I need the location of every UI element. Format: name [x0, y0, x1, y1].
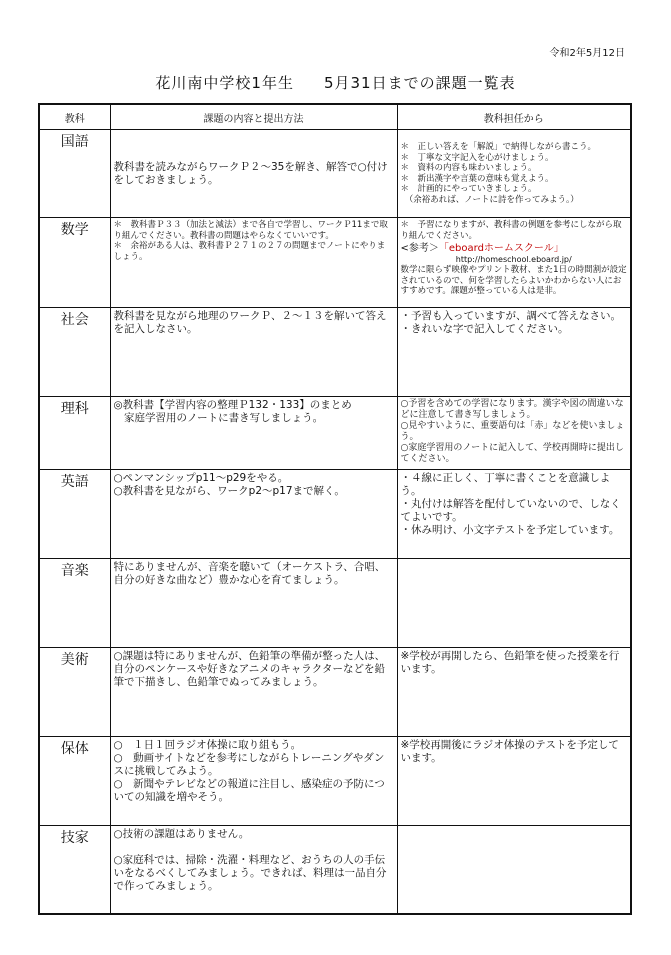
title-subtitle: 5月31日までの課題一覧表	[323, 74, 516, 92]
subject-cell: 保体	[39, 737, 110, 826]
subject-cell: 国語	[39, 130, 110, 218]
task-line: ○課題は特にありませんが、色鉛筆の準備が整った人は、自分のペンケースや好きなアニメのキャラクターなどを鉛筆で下描きし、色鉛筆でぬってみましょう。	[113, 650, 386, 688]
teacher-line: ＊ 資料の内容も味わいましょう。	[400, 163, 537, 173]
teacher-cell	[397, 218, 631, 308]
reference-prefix: <参考＞	[400, 243, 439, 254]
teacher-cell	[397, 130, 631, 218]
header-row	[39, 104, 631, 130]
task-line: ○ペンマンシップp11～p29をやる。	[113, 472, 289, 484]
row-kokugo	[39, 130, 631, 218]
row-shakai	[39, 308, 631, 397]
task-cell	[110, 130, 397, 218]
school-name: 花川南中学校1年生	[155, 74, 294, 92]
task-line: ○ １日１回ラジオ体操に取り組もう。	[113, 739, 302, 751]
row-bijutsu	[39, 648, 631, 737]
teacher-line: ※学校が再開したら、色鉛筆を使った授業を行います。	[400, 650, 620, 675]
task-line: ○ 動画サイトなどを参考にしながらトレーニングやダンスに挑戦してみよう。	[113, 752, 385, 777]
teacher-line: ・休み明け、小文字テストを予定しています。	[400, 524, 620, 536]
header-task: 課題の内容と提出方法	[110, 104, 397, 130]
reference-url[interactable]: http://homeschool.eboard.jp/	[455, 254, 572, 264]
teacher-line: ○家庭学習用のノートに記入して、学校再開時に提出してください。	[400, 443, 624, 464]
header-teacher: 教科担任から	[397, 104, 631, 130]
teacher-line: ・４線に正しく、丁寧に書くことを意識しよう。	[400, 472, 611, 497]
task-cell	[110, 218, 397, 308]
teacher-line: ○見やすいように、重要語句は「赤」などを使いましょう。	[400, 421, 625, 442]
teacher-cell	[397, 308, 631, 397]
task-line: ○家庭科では、掃除・洗濯・料理など、おうちの人の手伝いをなるべくしてみましょう。できれば、料理は一品自分で作ってみましょう。	[113, 854, 387, 892]
teacher-line: ・予習も入っていますが、調べて答えなさい。	[400, 310, 621, 322]
task-cell	[110, 470, 397, 559]
task-line: ＊ 教科書Ｐ３３（加法と減法）まで各自で学習し、ワークＰ11まで取り組んでください。教科書の問題はやらなくていいです。	[113, 220, 388, 241]
task-line: 特にありませんが、音楽を聴いて（オーケストラ、合唱、自分の好きな曲など）豊かな心を育てましょう。	[113, 561, 386, 586]
teacher-cell	[397, 559, 631, 648]
reference-line	[401, 244, 628, 255]
document-date: 令和2年5月12日	[549, 48, 625, 59]
task-line: ＊ 余裕がある人は、教科書Ｐ２７１の２７の問題までノートにやりましょう。	[113, 241, 386, 262]
subject-cell: 数学	[39, 218, 110, 308]
teacher-line: （余裕あれば、ノートに詩を作ってみよう。）	[400, 194, 579, 205]
task-line: ○教科書を見ながら、ワークp2～p17まで解く。	[113, 485, 345, 497]
teacher-cell	[397, 648, 631, 737]
reference-note: 数学に限らず映像やプリント教材、また1日の時間割が設定されているので、何を学習したらよいかわからない人におすすめです。課題が整っている人は是非。	[400, 265, 627, 296]
task-line: ○ 新聞やテレビなどの報道に注目し、感染症の予防についての知識を増やそう。	[113, 778, 385, 803]
task-line: 教科書を見ながら地理のワークＰ、２～１３を解いて答えを記入しなさい。	[113, 310, 387, 335]
row-rika	[39, 397, 631, 470]
task-cell	[110, 648, 397, 737]
teacher-line: ＊ 予習になりますが、教科書の例題を参考にしながら取り組んでください。	[400, 220, 622, 241]
header-subject: 教科	[39, 104, 110, 130]
task-line: 家庭学習用のノートに書き写しましょう。	[113, 412, 324, 424]
subject-cell: 技家	[39, 826, 110, 914]
teacher-line: ※学校再開後にラジオ体操のテストを予定しています。	[400, 739, 619, 764]
task-cell	[110, 737, 397, 826]
task-line: ○技術の課題はありません。	[113, 828, 250, 840]
teacher-line: ・きれいな字で記入してください。	[400, 323, 569, 335]
task-line	[114, 841, 394, 854]
teacher-cell	[397, 737, 631, 826]
teacher-cell	[397, 470, 631, 559]
task-cell	[110, 397, 397, 470]
row-hotai	[39, 737, 631, 826]
assignment-table	[38, 103, 632, 915]
reference-link[interactable]: 「eboardホームスクール」	[438, 243, 564, 254]
document-title	[0, 72, 671, 93]
row-ongaku	[39, 559, 631, 648]
task-line: 教科書を読みながらワークＰ２～35を解き、解答で○付けをしておきましょう。	[113, 160, 388, 186]
teacher-cell	[397, 826, 631, 914]
row-eigo	[39, 470, 631, 559]
row-sugaku	[39, 218, 631, 308]
task-cell	[110, 308, 397, 397]
teacher-line: ・丸付けは解答を配付していないので、しなくてよいです。	[400, 498, 621, 523]
subject-cell: 理科	[39, 397, 110, 470]
task-cell	[110, 826, 397, 914]
teacher-cell	[397, 397, 631, 470]
teacher-line: ○予習を含めての学習になります。漢字や図の間違いなどに注意して書き写しましょう。	[400, 399, 624, 420]
subject-cell: 英語	[39, 470, 110, 559]
task-line: ◎教科書【学習内容の整理Ｐ132・133】のまとめ	[113, 399, 352, 411]
subject-cell: 音楽	[39, 559, 110, 648]
subject-cell: 美術	[39, 648, 110, 737]
row-gika	[39, 826, 631, 914]
teacher-line: ＊ 計画的にやっていきましょう。	[400, 184, 537, 194]
teacher-line: ＊ 新出漢字や言葉の意味も覚えよう。	[400, 173, 554, 184]
teacher-line: ＊ 正しい答えを「解説」で納得しながら書こう。	[400, 142, 597, 152]
task-cell	[110, 559, 397, 648]
subject-cell: 社会	[39, 308, 110, 397]
teacher-line: ＊ 丁寧な文字記入を心がけましょう。	[400, 152, 554, 163]
